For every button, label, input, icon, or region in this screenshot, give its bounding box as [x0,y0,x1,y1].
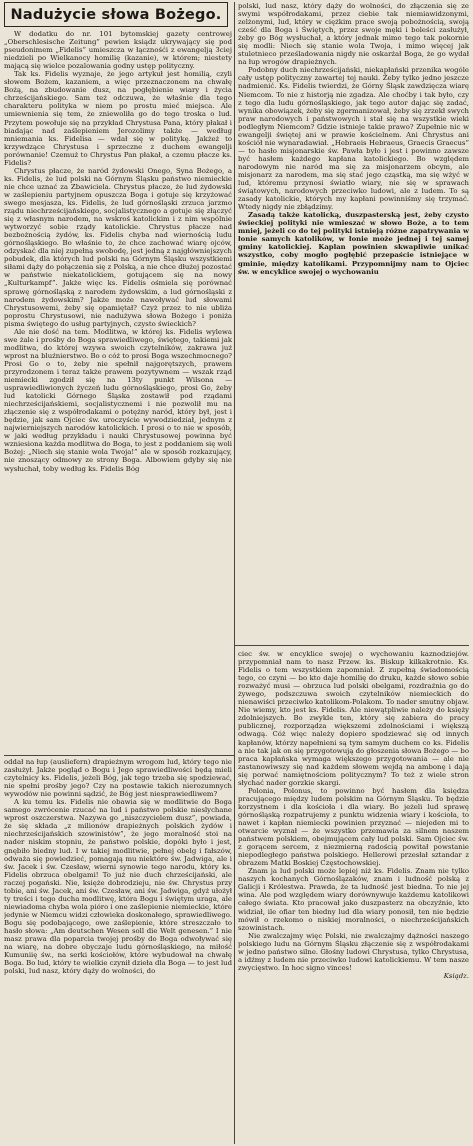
paragraph: Tak ks. Fidelis wyznaje, że jego artykuł jest homilią, czyli słowem Bożem, kazaniem, a więc przeznaczonem na chwałę Bożą, na zbudowanie dusz, na pogłębienie wiary i życia chrześcijańskiego. Sam też odczuwa, że właśnie dla tego charakteru polityka w niem po prostu mieć miejsca. Ale umiewnienia się tem, że zniewoliła go do tego troska o lud. Przytem powołuje się na przykład Chrystusa Pana, który płakał i biadając nad zaślepieniem Jerozolimy także — według mniemania ks. Fidelisa — wdał się w politykę. Jakżeż to krzywdzące Chrystusa i sprzeczne z duchem ewangelji porównanie! Czemuż to Chrystus Pan płakał, a czemu płacze ks. Fidelis? [4,70,232,167]
paragraph: Zasadą także katolicką, duszpasterską jest, żeby czysto świeckiej polityki nie wmieszać w słowo Boże, a to tem mniej, jeżeli co do tej polityki istnieją różne zapatrywania w łonie samych katolików, w łonie może jednej i tej samej gminy katolickiej. Kaplan powinien skwapliwie unikać wszystko, coby mogło pogłębić przepaście istniejące w gminie, między katolikami. Przypomnijmy nam to Ojciec św. w encyklice swojej o wychowaniu [238,211,469,276]
paragraph: oddał na łup (ausliefern) drapieżnym wrogom lud, który tego nie zasłużył. Jakże pogląd o Bogu i Jego sprawiedliwości będą mieli czytelnicy ks. Fidelis, jeżeli Bóg, jak tego trzeba się spodziewać, nie spełni prośby jego? Czy na postawie takich nierozumnych wywodów nie powinni sądzić, że Bóg jest niesprawiedliwem? [4,758,232,799]
signature: Ksiądz. [443,971,469,980]
paragraph: polski, lud nasz, który dąży do wolności, do złączenia się ze swymi współrodakami, przez ciebie tak niemiawidzonymi, zelżonymi, lud, który w ciężkim prace swoją pobożnością, swoją cześć dla Boga i Świętych, przez swoje męki i boleści zasłużył, żeby go Bóg wysłuchał, a który jednak mimo tego tak pokornie się modli: Niech się stanie wola Twoja, i mimo więcej jak stuletnieco prześladowania nigdy nie oskarżał Boga, że go wydał na łup wrogów drapieżnych. [238,2,469,67]
column-rule [234,2,235,754]
column-rule [234,645,235,1144]
bottom-left-column [4,758,232,1144]
bottom-right-column [238,650,469,1144]
paragraph: W dodatku do nr. 101 bytomskiej gazety centrowej „Oberschlesische Zeitung” pewien ksiądz ukrywający się pod pseudonimem „Fidelis” umieszcza w łącznośći z ewangelją 3ciej niedzieli po Wielkanocy homilię (kazanie), w którem; niestety mającą się wielce pozalowania godny ustęp polityczny. [4,30,232,71]
paragraph: Podobny duch niechrześcijański, niekapłański przenika wogóle cały ustęp polityczny zawartej tej nauki. Żeby tylko jedno jeszcze nadmienić. Ks. Fidelis twierdzi, że Górny Śląsk zawdzięcza wiarę Niemcom. To nie z historją nie zgadza. Ale choćby i tak było, czy z tego dla ludu górnośląskiego, jak tego autor dając się zadać, wynika obowiązek, żeby się zgermanizował, żeby się zrzekł swych praw narodowych i państwowych i stał się na wszystkie wieki podległym Niemcom? Gdzie istnieje takie prawo? Zupełnie nic w ewangelji świętej ani w prawie kościelnem. Ani Chrystus ani kościół nie wynaradawiał. „Hebraeis Hebraeus, Graecis Graecus” — to hasło misjonarskie św. Pawła było i jest i powinno zawsze być hasłem każdego kapłana katolickiego. Bo względem narodowym nie naród ma się za misjonarzem obcym, ale misjonarz za narodem, ma się stać jego cząstką, ma się wżyć w lud, któremu przynosi światło wiary, nie się w sprawach świątowych, narodowych przeciwko ludowi, ale z ludem. To są zasady katolickie, których my kapłani powinniśmy się trzymać. Wtedy nigdy nie zbłądzimy. [238,66,469,212]
paragraph: Chrystus płacze, że naród żydowski Onego, Syna Bożego, a ks. Fidelis, że lud polski na Górnym Śląsku państwo niemieckie nie chce uznać za Zbawiciela. Chrystus płacze, że lud żydowski w zaślepieniu partyjnem opuszcza Boga i gotuje się krzyżować swego mesjasza, ks. Fidelis, że lud górnośląski zrzuca jarzmo rządu niechrześcijańskiego, socjalistycznego a gotuje się złączyć się z własnym narodem, na wskroś katolickim i z nim wspólnie wytworzyć sobie rządy katolickie. Chrystus płacze nad bezbożnością żydów, ks. Fidelis chyba nad wiernością ludu górnośląskiego. Bo właśnie to, że chce zachować wiarę ojców, odzyskać dla niej zupełną swobodę, jest jedną z najgłówniejszych pobudek, dla których lud polski na Górnym Śląsku wszystkiemi siłami dąży do połączenia się z Polską, a nie chce dłużej pozostać w państwie niekatolickiem, gotującem się na nowy „Kulturkampf”. Jakże więc ks. Fidelis ośmiela się porównać sprawę górnośląską z narodem żydowskim, a lud górnośląski z narodem żydowskim? Jakże może nawoływać lud słowami Chrystusowemi, żeby się opamiętał? Czyż przez to nie ubliża poprostu Chrystusowi, nie nadużywa słowa Bożego i poniża pisma świętego do usług partyjnych, czysto świeckich? [4,166,232,328]
section-rule [234,645,469,646]
article-title: Nadużycie słowa Bożego. [4,2,228,27]
paragraph: Ale nie dość na tem. Modlitwa, w której ks. Fidelis wylewa swe żale i prośby do Boga sprawiedliwego, świętego, takiemi jak modlitwa, do której wzywa swoich czytelników, zakrawa już wprost na bluźnierstwo. Bo o cóż to prosi Boga wszechmocnego? Prosi Go o to, żeby nie spełnił najgorętszych, prawem przyrodzonem i teraz także prawem pozytywnem — wszak rząd niemiecki zgodził się na 13ty punkt Wilsona — usprawiedliwionych życzeń ludu górnośląskiego, prosi Go, żeby lud katolicki Górnego Śląska zostawił pod rządami niechrześcijańskiemi, socjalistycznemi i nie pozwolił mu na złączenie się z współrodakami o potężny naród, który był, jest i będzie, jak sam Ojciec św. uroczyście wywodziedział, jednym z najwierniejszych narodów katolickich. I prosi o to nie w sposób, w jaki według przykładu i nauki Chrystusowej powinna być wzniesiona każda modlitwa do Boga, to jest z poddaniem się woli Bożej: „Niech się stanie wola Twoja!” ale w sposób rozkazujący, nie znoszący odmowy ze strony Boga. Albowiem gdyby się nie wysłuchał, toby według ks. Fidelis Bóg [4,327,232,473]
paragraph: Polonia, Polonus, to powinno być hasłem dla księdza pracującego między ludem polskim na Górnym Śląsku. To będzie korzystnem i dla kościoła i dla wiary. Bo jeżeli lud sprawę górnośląską rozpatrujemy z punktu widzenia wiary i kościoła, to nawet i kapłan niemiecki powinien przyznać — niejeden mi to otwarcie wyznał — że wszystko przemawia za silnem naszem państwem polskiem, obejmującem cały lud polski. Sam Ojciec św. z gorącem sercem, z niezmierną radością powitał powstanie niepodległego państwa polskiego. Hellerowi przesłał sztandar z obrazem Matki Boskiej Częstochowskiej. [238,786,469,868]
paragraph: Nie zwalczajmy więc Polski, nie zwalczajmy dążności naszego polskiego ludu na Górnym Śląsku złączenie się z współrodakami w jedno państwo silne. Głośny ludowi Chrystusa, tylko Chrystusa, a idźmy z ludem nie przeciwko ludowi katolickiemu. W tem nasze zwycięstwo. In hoc signo vinces! [238,931,469,972]
paragraph: A ku temu ks. Fidelis nie obawia się w modlitwie do Boga samego zwrócenie rzucać na lud i państwo polskie nieslychane wprost oszczerstwa. Nazywa go „niszczycielem dusz”, powiada, że się składa „z milionów drapieżnych polskich żydów i niechrześcijańskich szowinistów”, że jego moralność stoi na nader niskim stopniu, że państwo polskie, dopóki było i jest, gnębiło biedny lud. I w takiej modlitwie, pełnej obelg i fałszów, odważa się powiedzieć, pomagają mu niektóre św. Jadwiga, ale i św. Jacek i św. Czesław, wierni synowie tego narodu, który ks. Fidelis obrzuca obelgami! To już nie duch chrześcijański, ale raczej pogański. Nie, księże dobrodzieju, nie św. Chrystus przy tobie, ani św. Jacek, ani św. Czesław, ani św. Jadwiga, gdyż ułożył ty treści i tego ducha modlitwę, która Bogu i świętym uraga, ale niewiadoma chyba wola pióro i one zaślepienie niemieckie, które jedynie w Niemcu widzi człowieka doskonałego, sprawiedliwego. Bogu się podobającego, owe zaślepienie, które streszczało to hasło słowa: „Am deutschen Wesen soll die Welt genesen.” I nie masz prawa dla poparcia twojej prośby do Boga odwoływać się na wiarę, na dobre obyczaje ludu górnośląskiego, na miłość Kumuniię św., na serki kościołów, które wybudował na chwałę Boga. Bo lud, który te wielkie czynił dzieła dla Boga — to jest lud polski, lud nasz, który dąży do wolności, do [4,798,232,976]
left-column [4,30,232,753]
right-column-top [238,2,469,642]
paragraph: ciec św. w encyklice swojej o wychowaniu kaznodziejów. przypomniał nam to nasz Przew. ks. Biskup kilkakrotnie. Ks. Fidelis o tem wszystkiem zapomniał. Z zupełną świadomością tego, co czyni — bo kto daje homilię do druku, każde słowo sobie rozważyć musi — obrzuca lud polski obelgami, rozdraźnia go do żywego, podszczuwa swoich czytelników niemieckich do nienawiści przeciwko katolikom-Polakom. To nader smutny objaw. Nie wiemy, kto jest ks. Fidelis. Ale niewątpliwie należy do księży zdolniejszych. Bo zwykle ten, który się zabiera do pracy publicznej, rozporządza większemi zdolnościami i większą odwagą. Cóż więc należy dopiero spodziewać się od innych kapłanów, którzy napełnieni są tym samym duchem co ks. Fidelis a nie tak jak on się przygotowują do głoszenia słowa Bożego — bo praca kapłańska wymaga większego przygotowania — ale nie zastanowiwszy się nad każdem słowem wejdą na ambonę i dają się porwać namiętnościom politycznym? To też z wiele stron słychać nader gorzkie skargi. [238,650,469,787]
section-rule [4,755,234,756]
paragraph: Znam ja lud polski może lepiej niż ks. Fidelis. Znam nie tylko naszych kochanych Górnoślązaków, znam i ludność polską z Galicji i Królestwa. Prawda, że ta ludność jest biedna. To nie jej wina. Ale pod względem wiary dorównywuje każdemu katolikowi całego świata. Kto pracował jako duszpasterz na obczyźnie, kto widział, ile ofiar ten biedny lud dla wiary ponosił, ten nie będzie mówił o rzekomo o niskiej moralności, o niechrześcijańskich szowinistach. [238,867,469,932]
